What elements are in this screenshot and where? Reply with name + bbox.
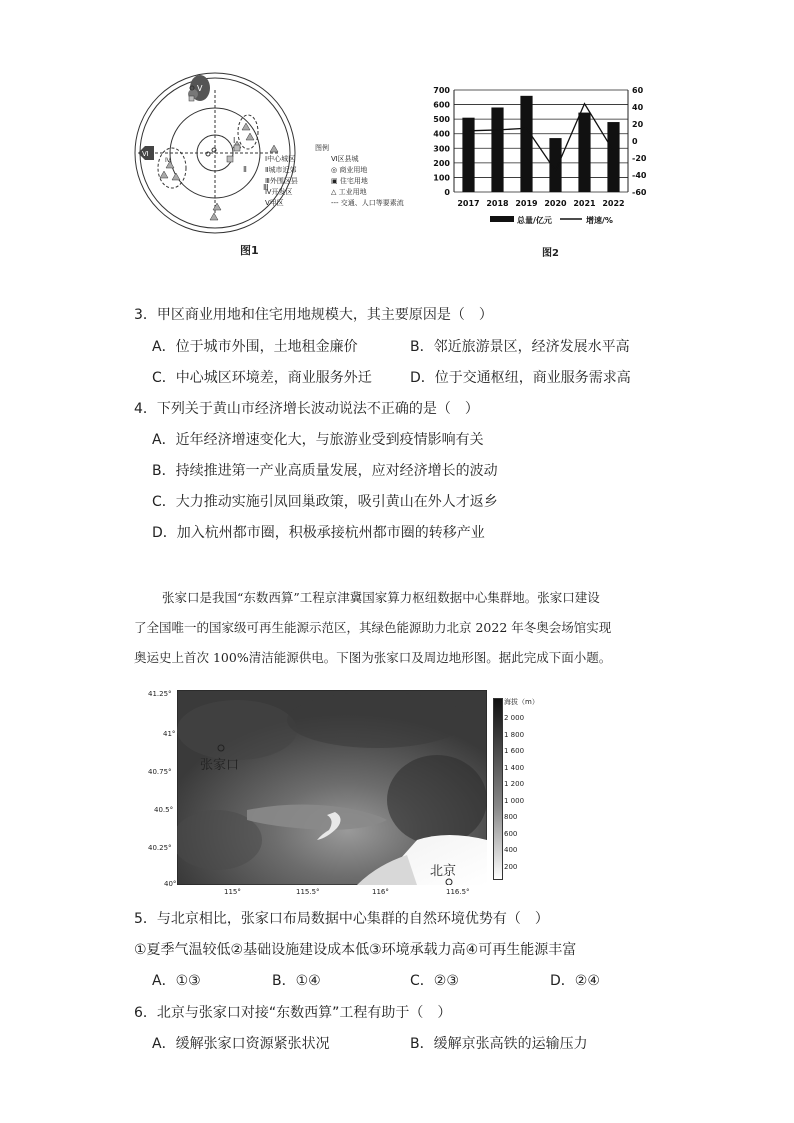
q5-choices: ①夏季气温较低②基础设施建设成本低③环境承载力高④可再生能源丰富: [134, 942, 577, 958]
y-left-tick-label: 500: [433, 115, 450, 125]
fig1-caption: 图1: [240, 244, 259, 257]
question-5-stem: 5．与北京相比，张家口布局数据中心集群的自然环境优势有（ ）: [134, 911, 549, 927]
legend-growth-label: 增速/%: [586, 216, 613, 225]
q6-option-b[interactable]: B．缓解京张高铁的运输压力: [410, 1036, 588, 1052]
q3-option-b[interactable]: B．邻近旅游景区，经济发展水平高: [410, 339, 630, 355]
lon-label: 116.5°: [446, 888, 470, 896]
passage-line-1: 张家口是我国“东数西算”工程京津冀国家算力枢纽数据中心集群地。张家口建设: [162, 590, 600, 605]
legend-item: ▣ 住宅用地: [331, 177, 368, 185]
bar: [607, 122, 619, 192]
y-right-tick-label: -60: [632, 188, 647, 197]
fig1-legend: [265, 144, 425, 207]
legend-item: Ⅳ开发区: [265, 188, 293, 196]
elevation-title: 海拔（m）: [504, 698, 539, 706]
q4-option-b[interactable]: B．持续推进第一产业高质量发展，应对经济增长的波动: [152, 463, 498, 479]
y-left-tick-label: 600: [433, 100, 450, 110]
lat-label: 40°: [164, 880, 177, 888]
region-iii-label: Ⅲ: [263, 183, 269, 192]
legend-swatch-total: [490, 216, 514, 222]
x-tick-label: 2017: [457, 199, 480, 208]
q6-option-a[interactable]: A．缓解张家口资源紧张状况: [152, 1036, 330, 1052]
lat-label: 40.5°: [154, 806, 174, 814]
q5-option-a[interactable]: A．①③: [152, 973, 201, 989]
reading-passage: [134, 583, 694, 673]
x-tick-label: 2018: [486, 199, 509, 208]
region-i-label: Ⅰ: [233, 136, 236, 145]
lon-label: 115°: [224, 888, 241, 896]
y-left-tick-label: 200: [433, 158, 450, 168]
gdp-chart: [420, 82, 660, 242]
y-right-tick-label: 20: [632, 120, 644, 129]
y-left-tick-label: 100: [433, 173, 450, 183]
y-right-tick-label: 40: [632, 103, 644, 112]
city-zhangjiakou-label: 张家口: [200, 758, 240, 773]
x-tick-label: 2021: [573, 199, 596, 208]
legend-item: △ 工业用地: [331, 188, 367, 196]
figure-1: [130, 70, 430, 260]
y-right-tick-label: -20: [632, 154, 647, 163]
svg-text:Ⅵ: Ⅵ: [142, 150, 149, 158]
legend-item: Ⅵ区县城: [331, 155, 359, 163]
q5-option-c[interactable]: C．②③: [410, 973, 459, 989]
x-tick-label: 2022: [602, 199, 625, 208]
question-6-stem: 6．北京与张家口对接“东数西算”工程有助于（ ）: [134, 1005, 452, 1021]
bar: [462, 118, 474, 192]
legend-item: ◎ 商业用地: [331, 166, 368, 174]
legend-title: 图例: [315, 144, 329, 152]
bar: [520, 96, 532, 192]
region-ii-label: Ⅱ: [243, 165, 247, 174]
elevation-bar: [493, 698, 503, 880]
y-left-tick-label: 400: [433, 129, 450, 139]
passage-line-2: 了全国唯一的国家级可再生能源示范区，其绿色能源助力北京 2022 年冬奥会场馆实现: [134, 620, 612, 635]
lat-label: 41°: [163, 730, 176, 738]
x-tick-label: 2020: [544, 199, 567, 208]
city-beijing-label: 北京: [430, 864, 457, 879]
elevation-ticks: 2 000 1 800 1 600 1 400 1 200 1 000 800 600 400 200: [504, 714, 525, 871]
lon-label: 116°: [372, 888, 389, 896]
figure-2: [420, 82, 660, 262]
fig2-caption: 图2: [542, 248, 559, 259]
region-iv-label: Ⅳ: [165, 157, 171, 164]
question-4-stem: 4．下列关于黄山市经济增长波动说法不正确的是（ ）: [134, 401, 479, 417]
q5-option-d[interactable]: D．②④: [550, 973, 600, 989]
y-right-tick-label: 60: [632, 86, 644, 95]
q4-option-d[interactable]: D．加入杭州都市圈，积极承接杭州都市圈的转移产业: [152, 525, 485, 541]
lat-label: 40.25°: [148, 844, 172, 852]
passage-line-3: 奥运史上首次 100%清洁能源供电。下图为张家口及周边地形图。据此完成下面小题。: [134, 650, 612, 665]
legend-item: Ⅱ城市近郊: [265, 166, 297, 174]
region-v-label: V: [197, 84, 203, 93]
lat-label: 41.25°: [148, 690, 172, 698]
legend-item: Ⅲ外围区县: [265, 177, 298, 185]
q3-option-d[interactable]: D．位于交通枢纽，商业服务需求高: [410, 370, 631, 386]
x-tick-label: 2019: [515, 199, 538, 208]
growth-line: [469, 104, 614, 171]
y-right-tick-label: -40: [632, 171, 647, 180]
legend-item: --- 交通、人口等要素流: [331, 199, 404, 207]
question-3-stem: 3．甲区商业用地和住宅用地规模大，其主要原因是（ ）: [134, 307, 493, 323]
y-left-tick-label: 700: [433, 86, 450, 95]
legend-total-label: 总量/亿元: [517, 216, 552, 225]
y-left-tick-label: 300: [433, 144, 450, 154]
q4-option-c[interactable]: C．大力推动实施引凤回巢政策，吸引黄山在外人才返乡: [152, 494, 498, 510]
y-right-tick-label: 0: [632, 137, 638, 146]
q3-option-a[interactable]: A．位于城市外围，土地租金廉价: [152, 339, 358, 355]
y-left-tick-label: 0: [444, 188, 450, 197]
legend-item: Ⅰ中心城区: [265, 155, 296, 163]
lon-label: 115.5°: [296, 888, 320, 896]
bar: [578, 113, 590, 192]
bar: [491, 107, 503, 192]
legend-item: Ⅴ甲区: [265, 199, 284, 207]
q3-option-c[interactable]: C．中心城区环境差，商业服务外迁: [152, 370, 372, 386]
lat-label: 40.75°: [148, 768, 172, 776]
q4-option-a[interactable]: A．近年经济增速变化大，与旅游业受到疫情影响有关: [152, 432, 484, 448]
q5-option-b[interactable]: B．①④: [272, 973, 321, 989]
terrain-map: [140, 688, 560, 900]
terrain-image: [177, 690, 487, 885]
